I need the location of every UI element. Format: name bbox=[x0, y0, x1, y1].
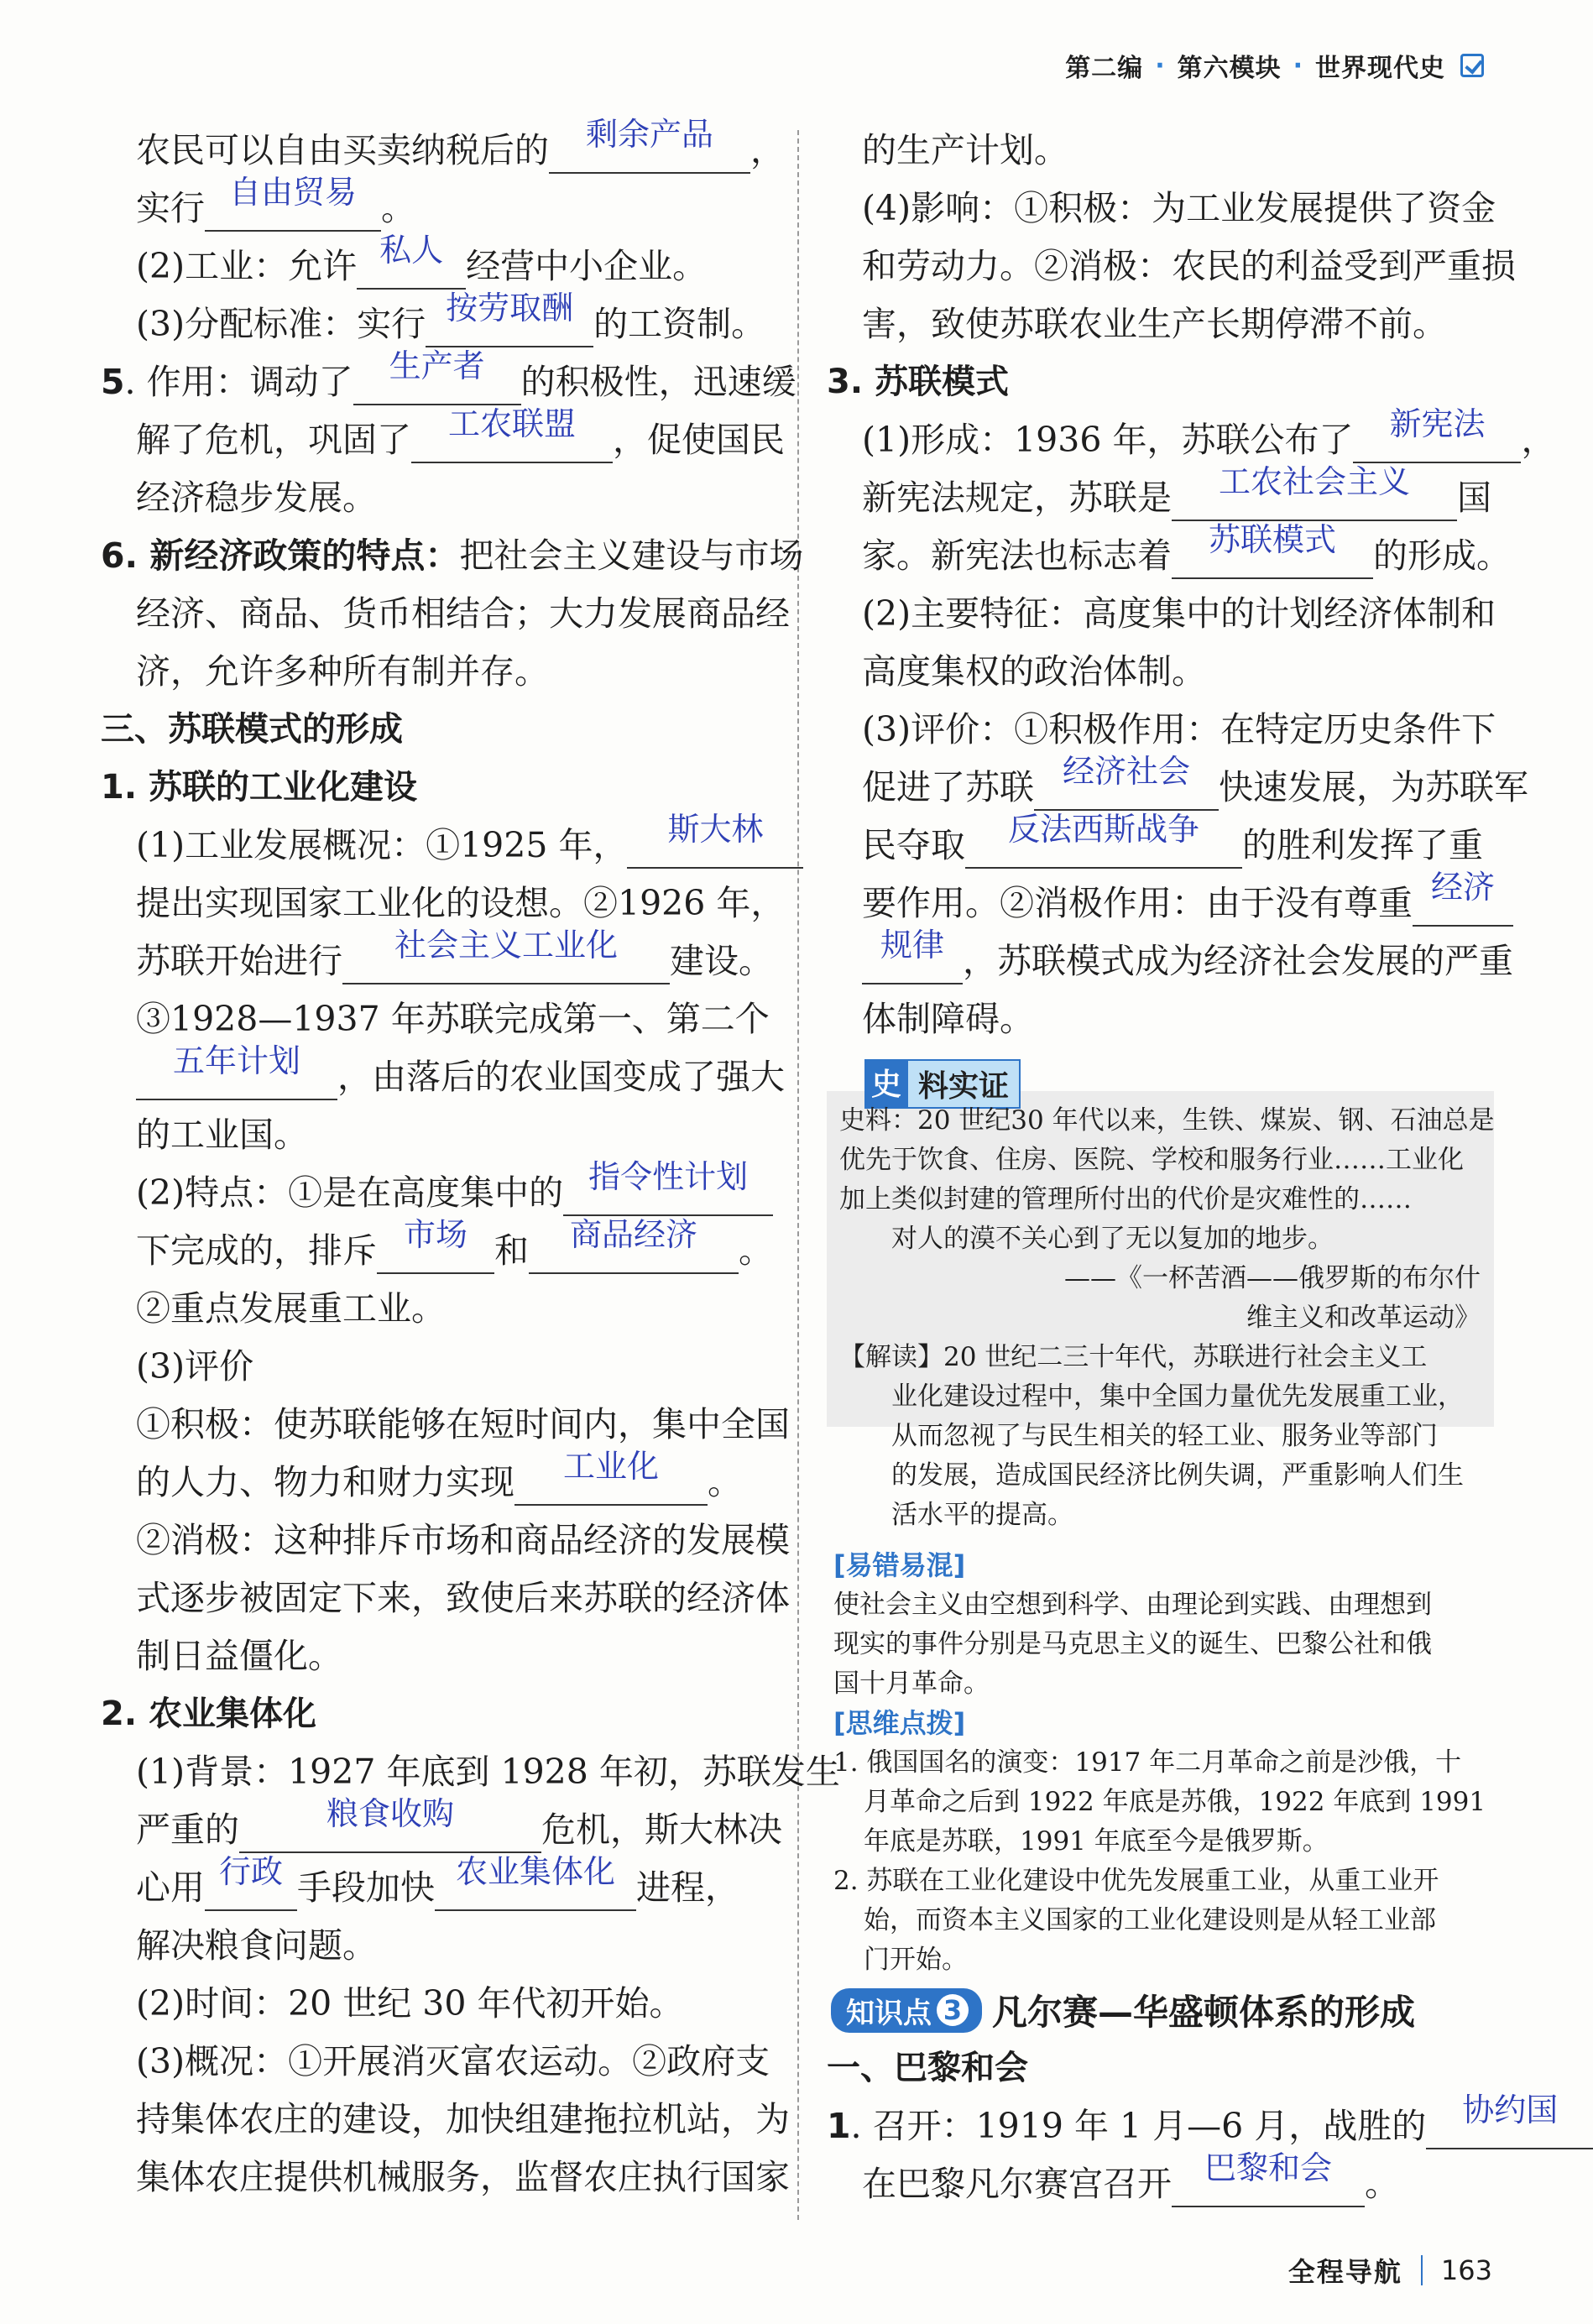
answer-blank: 私人 bbox=[357, 244, 466, 290]
tag-thinking-tip: [思维点拨] bbox=[833, 1707, 966, 1739]
text-line: (3)概况：①开展消灭富农运动。②政府支 bbox=[136, 2041, 770, 2081]
text-line: ②消极：这种排斥市场和商品经济的发展模 bbox=[136, 1520, 790, 1560]
text-line: 6. 新经济政策的特点：把社会主义建设与市场 bbox=[101, 535, 804, 576]
answer-blank: 斯大林 bbox=[627, 823, 803, 869]
right-column bbox=[827, 122, 1556, 1048]
header-subject: 世界现代史 bbox=[1315, 54, 1445, 83]
text-line: 实行 自由贸易 。 bbox=[101, 180, 764, 238]
text-line: 济，允许多种所有制并存。 bbox=[136, 651, 549, 692]
text-line: 持集体农庄的建设，加快组建拖拉机站，为 bbox=[136, 2099, 790, 2139]
text-line: 严重的 粮食收购 危机，斯大林决 bbox=[101, 1801, 764, 1859]
answer-blank: 工农联盟 bbox=[411, 418, 613, 463]
text-line: 规律 ，苏联模式成为经济社会发展的严重 bbox=[827, 932, 1494, 990]
text-line: (3)分配标准：实行 按劳取酬 的工资制。 bbox=[101, 295, 764, 353]
text-line: (3)评价 bbox=[136, 1346, 254, 1387]
evidence-badge: 史 料实证 bbox=[864, 1059, 1021, 1109]
text-line: 解了危机，巩固了 工农联盟 ，促使国民 bbox=[101, 411, 764, 469]
text-line: 提出实现国家工业化的设想。②1926 年， bbox=[136, 883, 786, 923]
text-line: 经济稳步发展。 bbox=[136, 478, 377, 518]
answer-blank: 生产者 bbox=[353, 360, 521, 405]
text-line: 害，致使苏联农业生产长期停滞不前。 bbox=[862, 304, 1447, 344]
answer-blank: 按劳取酬 bbox=[426, 302, 593, 347]
answer-blank: 指令性计划 bbox=[563, 1171, 773, 1216]
text-line: (2)工业：允许 私人 经营中小企业。 bbox=[101, 238, 764, 295]
answer-blank: 工业化 bbox=[514, 1460, 708, 1506]
text-line: (2)时间：20 世纪 30 年代初开始。 bbox=[136, 1983, 684, 2024]
subsection-heading: 2. 农业集体化 bbox=[101, 1695, 316, 1733]
text-line: 集体农庄提供机械服务，监督农庄执行国家 bbox=[136, 2157, 790, 2197]
header-part: 第二编 bbox=[1065, 54, 1144, 83]
text-line: 式逐步被固定下来，致使后来苏联的经济体 bbox=[136, 1578, 790, 1618]
page-footer bbox=[1288, 2251, 1492, 2290]
answer-blank: 剩余产品 bbox=[549, 128, 750, 174]
right-column-bottom bbox=[827, 2039, 1559, 2213]
answer-blank: 巴黎和会 bbox=[1172, 2162, 1365, 2207]
section-heading: 三、苏联模式的形成 bbox=[101, 710, 403, 749]
text-line: ②重点发展重工业。 bbox=[136, 1288, 446, 1329]
column-divider bbox=[797, 130, 799, 2220]
footer-nav-label: 全程导航 bbox=[1287, 2256, 1402, 2288]
subsection-heading: 1. 苏联的工业化建设 bbox=[101, 768, 417, 807]
running-header: 第二编 · 第六模块 · 世界现代史 bbox=[1065, 47, 1484, 84]
answer-blank: 经济社会 bbox=[1034, 765, 1219, 811]
page-number: 163 bbox=[1440, 2254, 1492, 2286]
answer-blank: 五年计划 bbox=[136, 1055, 337, 1100]
text-line: 5. 作用：调动了 生产者 的积极性，迅速缓 bbox=[101, 353, 764, 411]
answer-blank: 农业集体化 bbox=[435, 1866, 636, 1911]
text-line: 促进了苏联 经济社会 快速发展，为苏联军 bbox=[827, 759, 1494, 817]
answer-blank: 工农社会主义 bbox=[1172, 476, 1457, 521]
text-line: 下完成的，排斥 市场 和 商品经济 。 bbox=[101, 1222, 764, 1280]
answer-blank: 行政 bbox=[205, 1866, 297, 1911]
answer-blank: 社会主义工业化 bbox=[342, 939, 670, 984]
text-line: 要作用。②消极作用：由于没有尊重 经济 bbox=[827, 875, 1494, 932]
text-line: ①积极：使苏联能够在短时间内，集中全国 bbox=[136, 1404, 790, 1444]
answer-blank: 自由贸易 bbox=[205, 186, 381, 232]
header-module: 第六模块 bbox=[1177, 54, 1282, 83]
text-line: 在巴黎凡尔赛宫召开 巴黎和会 。 bbox=[827, 2155, 1494, 2213]
section-heading: 一、巴黎和会 bbox=[827, 2049, 1028, 2087]
knowledge-point-heading: 知识点 3 凡尔赛—华盛顿体系的形成 bbox=[831, 1985, 1415, 2035]
answer-blank: 新宪法 bbox=[1353, 418, 1521, 463]
text-line: 心用 行政 手段加快 农业集体化 进程， bbox=[101, 1859, 764, 1917]
text-line: 经济、商品、货币相结合；大力发展商品经 bbox=[136, 593, 790, 634]
answer-blank: 苏联模式 bbox=[1172, 534, 1373, 579]
text-line: (1)工业发展概况：①1925 年， 斯大林 bbox=[101, 817, 764, 875]
check-icon bbox=[1460, 54, 1484, 77]
text-line: 体制障碍。 bbox=[862, 999, 1034, 1039]
text-line: 的工业国。 bbox=[136, 1115, 308, 1155]
text-line: 的生产计划。 bbox=[862, 130, 1068, 170]
text-line: 解决粮食问题。 bbox=[136, 1925, 377, 1966]
text-line: 五年计划 ，由落后的农业国变成了强大 bbox=[101, 1048, 764, 1106]
answer-blank: 经济 bbox=[1413, 881, 1513, 927]
tips-section: [易错易混] 使社会主义由空想到科学、由理论到实践、由理想到 现实的事件分别是马克思主义的诞生、巴黎公社和俄 国十月革命。 [思维点拨] 1. 俄国国名的演变：1917 年二月革命之前是沙俄，十 月革命之后到 1922 年底是苏俄，1922 年底到 1991 年底是苏联，1991 年底至今是俄罗斯。 2. 苏联在工业化建设中优先发展重工业，从重工业开 始，而资本主义国家的工业化建设则是从轻工业部 门开始。 bbox=[833, 1546, 1496, 1980]
text-line: ③1928—1937 年苏联完成第一、第二个 bbox=[136, 999, 770, 1039]
text-line: (1)背景：1927 年底到 1928 年初，苏联发生 bbox=[136, 1752, 840, 1792]
text-line: 苏联开始进行 社会主义工业化 建设。 bbox=[101, 932, 764, 990]
answer-blank: 粮食收购 bbox=[239, 1808, 541, 1853]
text-line: (4)影响：①积极：为工业发展提供了资金 bbox=[862, 188, 1496, 228]
knowledge-point-badge: 知识点 3 bbox=[831, 1988, 982, 2033]
text-line: 高度集权的政治体制。 bbox=[862, 651, 1206, 692]
text-line: 1. 召开：1919 年 1 月—6 月，战胜的 协约国 bbox=[827, 2097, 1494, 2155]
text-line: (2)主要特征：高度集中的计划经济体制和 bbox=[862, 593, 1496, 634]
text-line: 制日益僵化。 bbox=[136, 1636, 342, 1676]
text-line: 的人力、物力和财力实现 工业化 。 bbox=[101, 1454, 764, 1512]
text-line: (2)特点：①是在高度集中的 指令性计划 bbox=[101, 1164, 764, 1222]
answer-blank: 规律 bbox=[862, 939, 963, 984]
answer-blank: 市场 bbox=[377, 1229, 494, 1274]
answer-blank: 反法西斯战争 bbox=[965, 823, 1242, 869]
text-line: 和劳动力。②消极：农民的利益受到严重损 bbox=[862, 246, 1516, 286]
text-line: 农民可以自由买卖纳税后的 剩余产品 ， bbox=[101, 122, 764, 180]
source-text: 史料：20 世纪30 年代以来，生铁、煤炭、钢、石油总是 优先于饮食、住房、医院、学校和服务行业……工业化 加上类似封建的管理所付出的代价是灾难性的…… 对人的漠不关心到了无以复加的地步。 ——《一杯苦酒——俄罗斯的布尔什 维主义和改革运动》 【解读】20 世纪二三十年代，苏联进行社会主义工 业化建设过程中，集中全国力量优先发展重工业， 从而忽视了与民生相关的轻工业、服务业等部门 的发展，造成国民经济比例失调，严重影响人们生 活水平的提高。 bbox=[839, 1105, 1495, 1530]
subsection-heading: 3. 苏联模式 bbox=[827, 363, 1009, 401]
answer-blank: 协约国 bbox=[1426, 2104, 1593, 2149]
left-column bbox=[101, 116, 840, 2206]
tag-error-prone: [易错易混] bbox=[833, 1549, 966, 1581]
text-line: (1)形成：1936 年，苏联公布了 新宪法 ， bbox=[827, 411, 1494, 469]
text-line: (3)评价：①积极作用：在特定历史条件下 bbox=[862, 709, 1496, 749]
answer-blank: 商品经济 bbox=[529, 1229, 739, 1274]
footer-separator bbox=[1421, 2255, 1423, 2285]
text-line: 民夺取 反法西斯战争 的胜利发挥了重 bbox=[827, 817, 1494, 875]
text-line: 新宪法规定，苏联是 工农社会主义 国 bbox=[827, 469, 1494, 527]
text-line: 家。新宪法也标志着 苏联模式 的形成。 bbox=[827, 527, 1494, 585]
